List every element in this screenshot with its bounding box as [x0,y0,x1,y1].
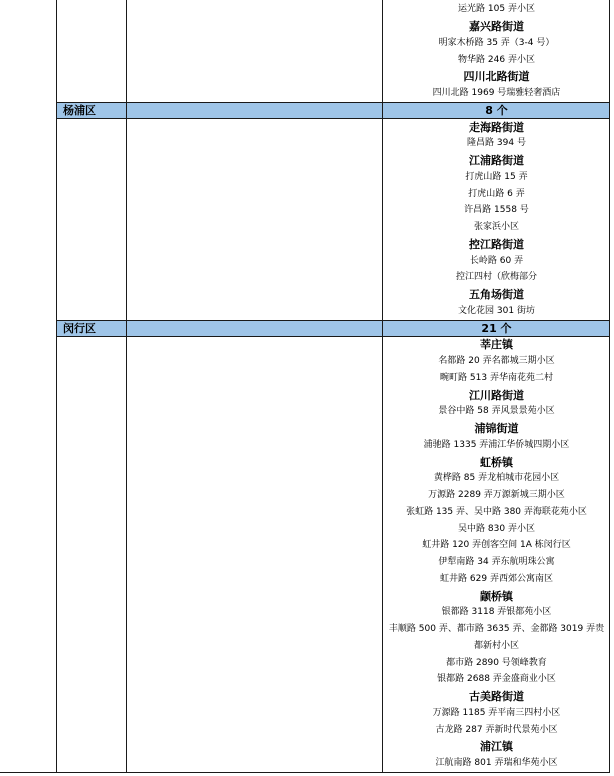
address-row [0,353,611,370]
address-entry: 名都路 20 弄名都城三期小区 [438,356,555,367]
district-header-row [0,320,611,337]
address-row [0,253,611,270]
subdistrict-heading: 虹桥镇 [480,455,513,469]
address-entry: 隆昌路 394 号 [467,138,526,149]
subdistrict-heading: 莘庄镇 [480,338,513,352]
address-row [0,303,611,320]
address-entry: 虹井路 629 弄西郊公寓南区 [440,573,553,584]
address-entry: 四川北路 1969 号瑞雅轻奢酒店 [432,88,561,99]
column-rule [382,0,383,773]
subdistrict-heading-row [0,18,611,35]
address-entry: 长岭路 60 弄 [469,255,524,266]
district-header-row [0,102,611,119]
address-entry: 万源路 2289 弄万源新城三期小区 [428,490,565,501]
address-row [0,554,611,571]
address-row [0,705,611,722]
address-row [0,605,611,622]
district-name: 闵行区 [63,322,96,336]
subdistrict-heading-row [0,69,611,86]
address-entry: 虹井路 120 弄创客空间 1A 栋闵行区 [422,540,571,551]
subdistrict-heading-row [0,286,611,303]
address-entry: 控江四村（欣梅部分 [455,272,537,283]
address-entry: 银都路 2688 弄金盛商业小区 [437,674,556,685]
address-entry: 万源路 1185 弄平南三四村小区 [432,707,561,718]
address-entry: 景谷中路 58 弄风景景苑小区 [438,406,555,417]
subdistrict-heading: 控江路街道 [469,237,524,251]
address-row [0,2,611,19]
table-rows [0,2,611,773]
subdistrict-heading-row [0,119,611,136]
subdistrict-heading-row [0,236,611,253]
address-entry: 伊犁南路 34 弄东航明珠公寓 [438,557,555,568]
address-row [0,655,611,672]
address-row [0,638,611,655]
subdistrict-heading: 颛桥镇 [480,589,513,603]
address-row [0,437,611,454]
address-entry: 打虎山路 15 弄 [465,171,528,182]
address-row [0,52,611,69]
subdistrict-heading-row [0,454,611,471]
address-row [0,404,611,421]
address-row [0,521,611,538]
subdistrict-heading-row [0,420,611,437]
address-entry: 许昌路 1558 号 [464,205,529,216]
address-row [0,571,611,588]
address-row [0,169,611,186]
address-row [0,136,611,153]
address-entry: 畹町路 513 弄华南花苑二村 [440,372,553,383]
subdistrict-heading-row [0,588,611,605]
address-row [0,504,611,521]
address-row [0,270,611,287]
address-entry: 文化花园 301 街坊 [458,305,535,316]
subdistrict-heading-row [0,739,611,756]
address-entry: 运光路 105 弄小区 [458,4,535,15]
address-row [0,487,611,504]
subdistrict-heading: 江浦路街道 [469,154,524,168]
address-row [0,471,611,488]
address-entry: 都市路 2890 号领峰教育 [446,657,547,668]
address-entry: 吴中路 830 弄小区 [458,523,535,534]
address-entry: 打虎山路 6 弄 [468,188,525,199]
subdistrict-heading-row [0,337,611,354]
address-row [0,203,611,220]
address-entry: 丰顺路 500 弄、都市路 3635 弄、金都路 3019 弄贵 [388,624,605,635]
subdistrict-heading: 四川北路街道 [463,70,530,84]
subdistrict-heading: 古美路街道 [469,690,524,704]
address-row [0,219,611,236]
subdistrict-heading-row [0,387,611,404]
address-entry: 黄桦路 85 弄龙柏城市花园小区 [433,473,560,484]
address-row [0,672,611,689]
address-row [0,370,611,387]
address-entry: 古龙路 287 弄新时代景苑小区 [435,724,558,735]
address-entry: 都新村小区 [473,640,519,651]
address-row [0,186,611,203]
subdistrict-heading: 浦锦街道 [474,422,519,436]
subdistrict-heading-row [0,688,611,705]
subdistrict-heading: 五角场街道 [469,288,524,302]
district-count: 21 个 [481,322,512,336]
address-row [0,538,611,555]
address-entry: 物华路 246 弄小区 [458,54,535,65]
column-rule [56,0,57,773]
subdistrict-heading: 浦江镇 [480,740,513,754]
subdistrict-heading-row [0,152,611,169]
column-rule [609,0,610,773]
subdistrict-heading: 嘉兴路街道 [469,20,524,34]
subdistrict-heading: 走海路街道 [469,120,524,134]
address-entry: 张虹路 135 弄、吴中路 380 弄海联花苑小区 [406,506,587,517]
table-bottom-rule [0,772,610,773]
district-count: 8 个 [485,104,508,118]
address-row [0,85,611,102]
subdistrict-heading: 江川路街道 [469,388,524,402]
column-rule [126,0,127,773]
address-entry: 明家木桥路 35 弄（3-4 号） [438,37,555,48]
address-row [0,755,611,772]
address-entry: 张家浜小区 [473,222,519,233]
address-entry: 银都路 3118 弄银都苑小区 [441,607,552,618]
address-entry: 江航南路 801 弄瑞和华苑小区 [435,758,558,769]
address-row [0,621,611,638]
address-row [0,722,611,739]
address-entry: 浦驰路 1335 弄浦江华侨城四期小区 [423,439,570,450]
address-row [0,35,611,52]
district-name: 杨浦区 [63,104,96,118]
